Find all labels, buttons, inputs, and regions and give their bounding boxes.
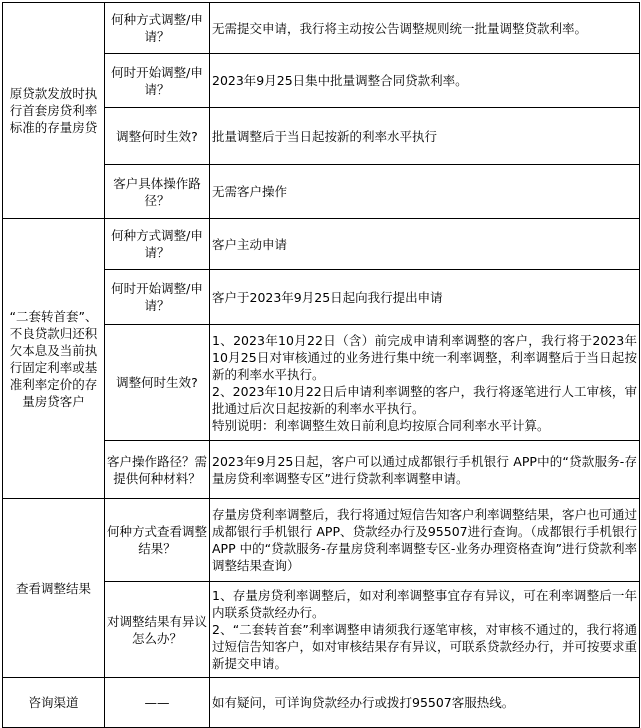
question-cell: 何时开始调整/申请？ [105,270,210,325]
answer-cell [210,219,640,270]
question-cell: 何时开始调整/申请？ [105,54,210,108]
question-cell: 何种方式查看调整结果？ [105,499,210,582]
answer-text: 客户于2023年9月25日起向我行提出申请 [212,289,443,305]
rate-adjustment-faq-table [2,2,640,728]
question-cell: 客户具体操作路径？ [105,165,210,219]
question-cell: 调整何时生效? [105,108,210,165]
answer-text: 客户主动申请 [212,236,288,252]
category-cell: 查看调整结果 [3,499,105,678]
answer-cell [210,678,640,728]
table-row [3,678,640,728]
answer-text: 2023年9月25日起，客户可以通过成都银行手机银行 APP中的“贷款服务-存量房贷利率调整专区”进行贷款利率调整申请。 [212,453,637,486]
question-cell: 调整何时生效? [105,325,210,441]
answer-cell [210,499,640,582]
table-row [3,499,640,582]
question-cell: 对调整结果有异议怎么办？ [105,582,210,678]
answer-text: 无需提交申请，我行将主动按公告调整规则统一批量调整贷款利率。 [212,20,588,36]
answer-cell [210,325,640,441]
category-cell: “二套转首套”、不良贷款归还积欠本息及当前执行固定利率或基准利率定价的存量房贷客户 [3,219,105,499]
table-row [3,219,640,270]
answer-text: 特别说明：利率调整生效日前利息均按原合同利率水平计算。 [212,417,550,433]
category-cell: 咨询渠道 [3,678,105,728]
answer-cell [210,441,640,499]
answer-text: 存量房贷利率调整后，我行将通过短信告知客户利率调整结果，客户也可通过成都银行手机银行 APP、贷款经办行及95507进行查询。（成都银行手机银行 APP 中的“贷款服务-存量房贷利率调整专区-业务办理资格查询”进行贷款利率调整结果查询） [212,507,638,573]
answer-cell [210,108,640,165]
table-row [3,3,640,54]
question-cell: 何种方式调整/申请？ [105,219,210,270]
question-cell: 客户操作路径？需提供何种材料？ [105,441,210,499]
category-cell: 原贷款发放时执行首套房贷利率标准的存量房贷 [3,3,105,219]
answer-cell [210,582,640,678]
question-cell: 何种方式调整/申请？ [105,3,210,54]
answer-text: 2、2023年10月22日后申请利率调整的客户，我行将逐笔进行人工审核，审批通过后次日起按新的利率水平执行。 [212,383,637,416]
answer-text: 2023年9月25日集中批量调整合同贷款利率。 [212,73,468,88]
question-cell: —— [105,678,210,728]
answer-cell [210,3,640,54]
answer-text: 1、2023年10月22日（含）前完成申请利率调整的客户，我行将于2023年10月25日对审核通过的业务进行集中统一利率调整，利率调整后于当日起按新的利率水平执行。 [212,332,637,382]
answer-cell [210,165,640,219]
answer-text: 如有疑问，可详询贷款经办行或拨打95507客服热线。 [212,695,515,710]
answer-cell [210,270,640,325]
answer-text: 无需客户操作 [212,184,288,199]
answer-text: 批量调整后于当日起按新的利率水平执行 [212,128,438,144]
answer-text: 2、“二套转首套”利率调整申请须我行逐笔审核，对审核不通过的，我行将通过短信告知客户，如对审核结果存有异议，可联系贷款经办行，并可按要求重新提交申请。 [212,622,638,671]
answer-text: 1、存量房贷利率调整后，如对利率调整事宜存有异议，可在利率调整后一年内联系贷款经办行。 [212,588,637,620]
answer-cell [210,54,640,108]
